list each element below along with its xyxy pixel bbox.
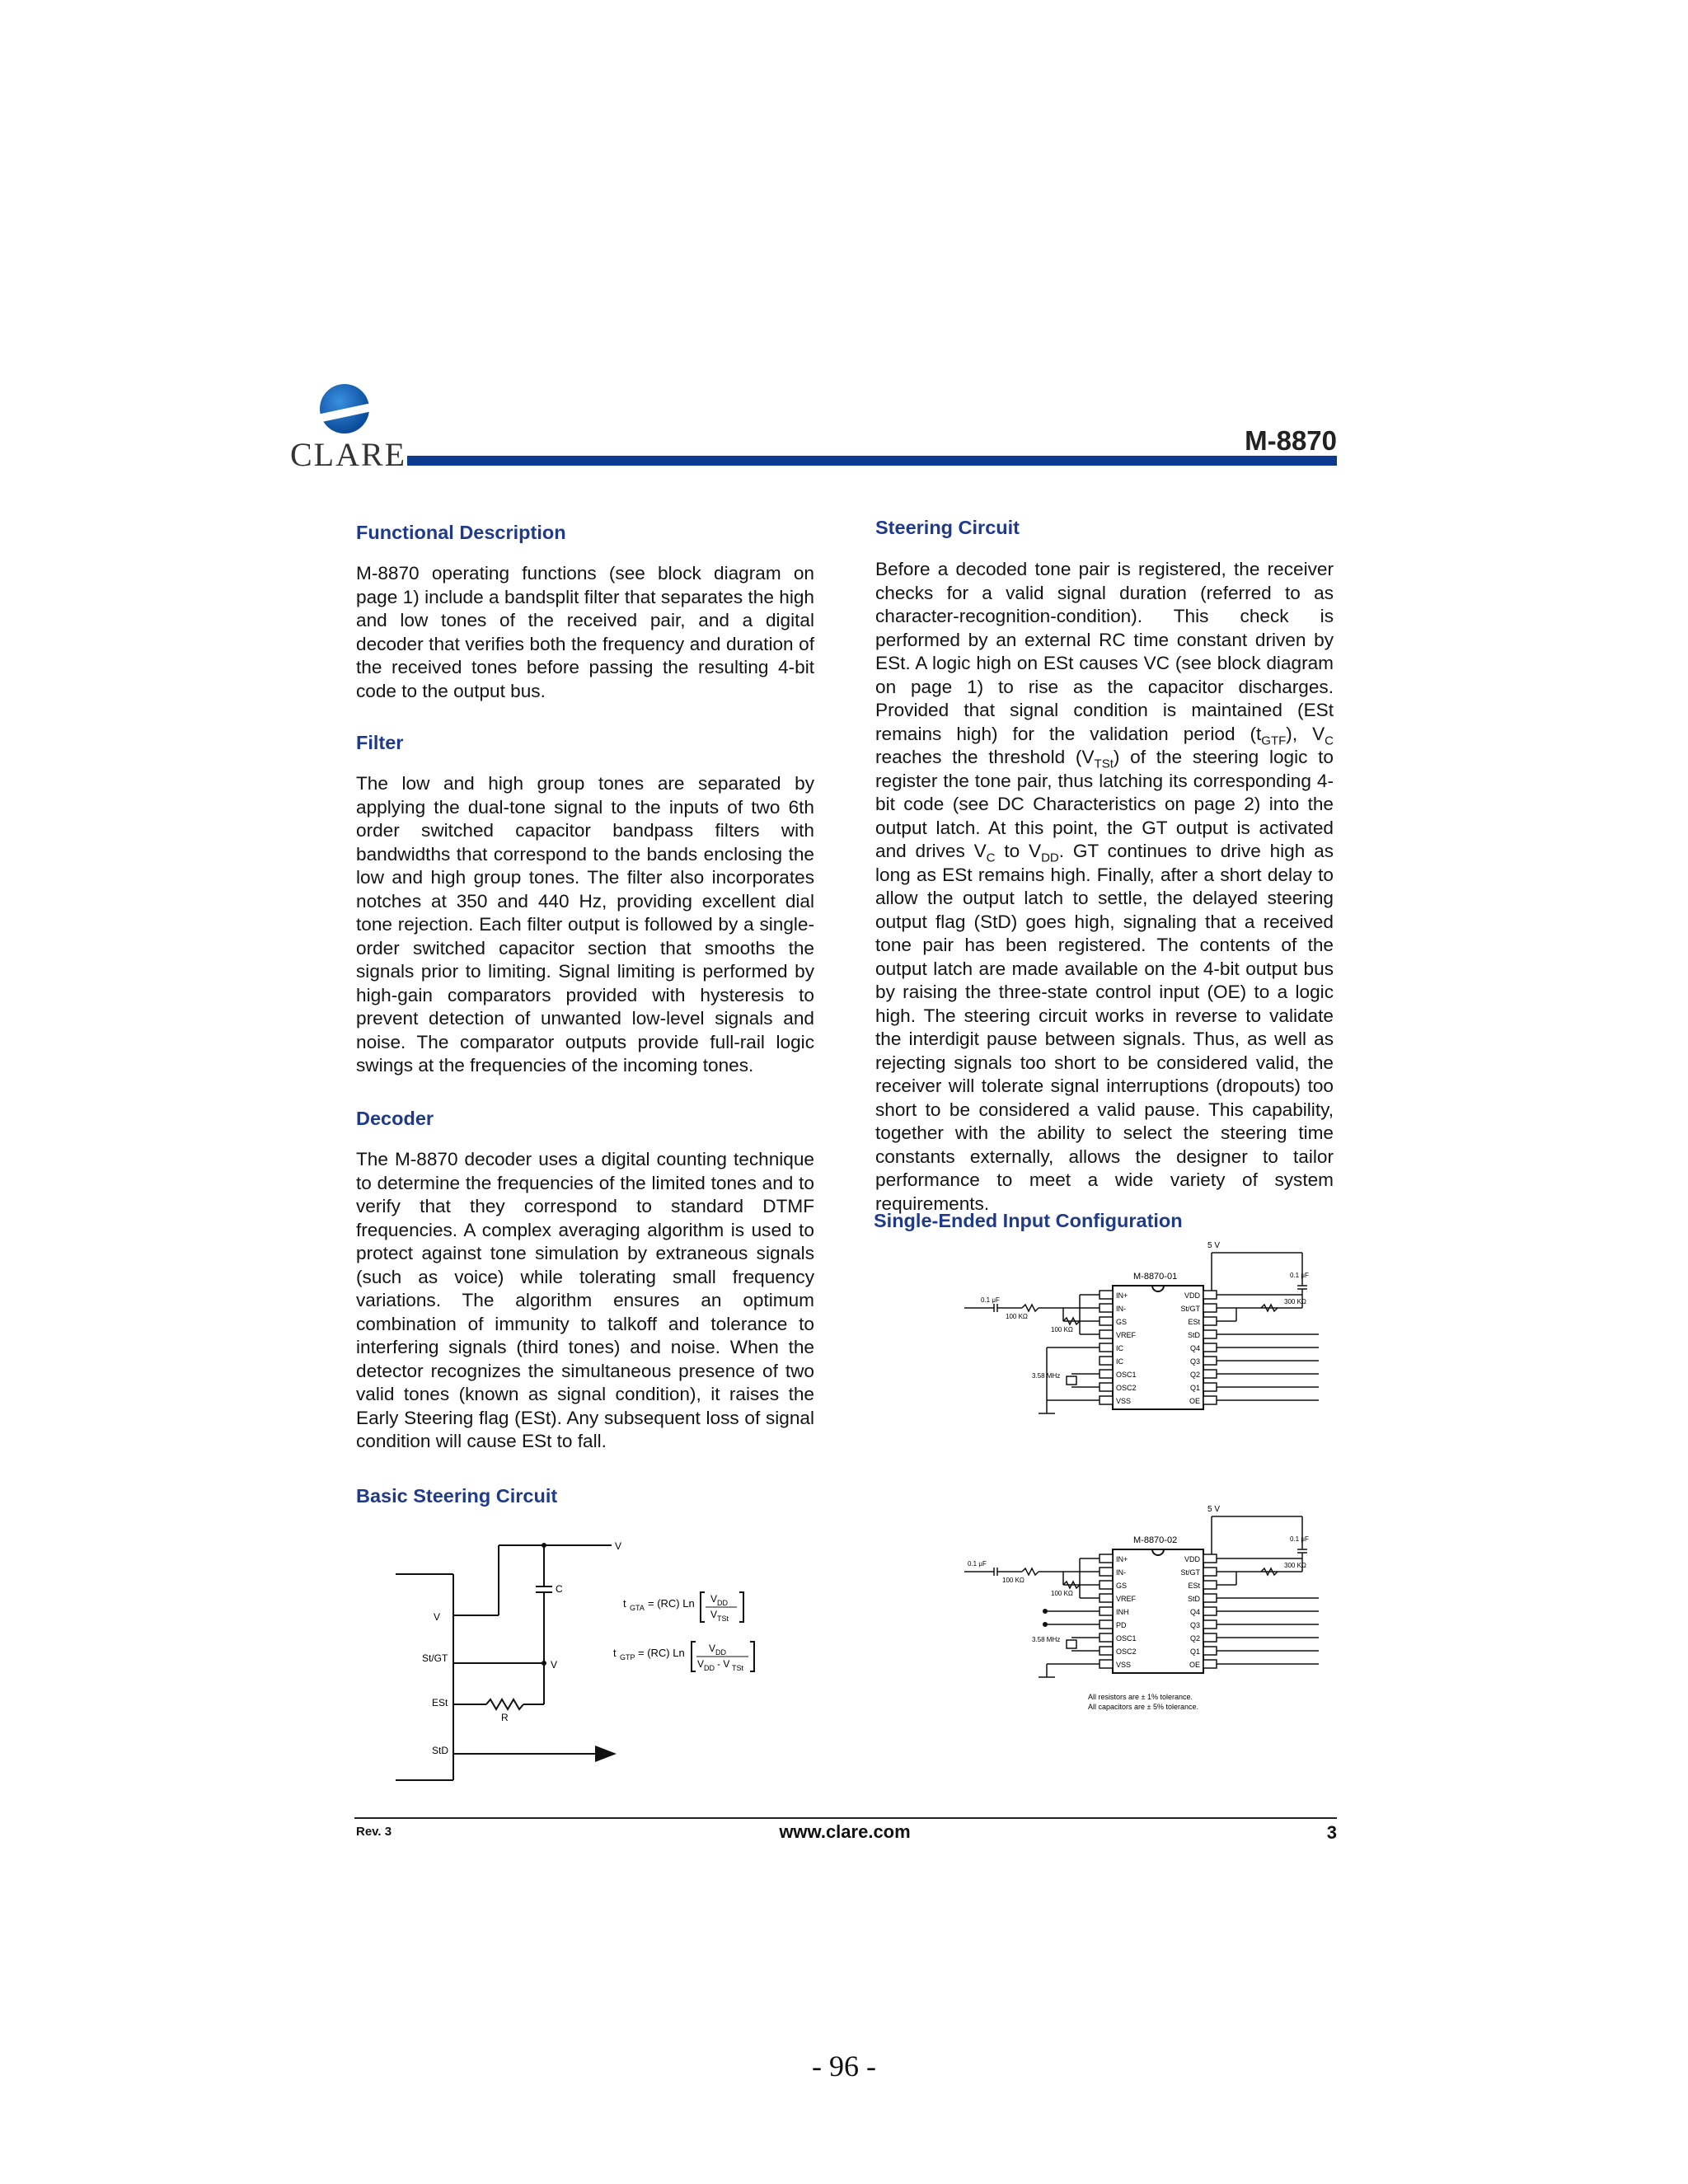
sub-c: C xyxy=(1325,733,1334,748)
eq1-num-sub: DD xyxy=(717,1599,728,1607)
eq1-lhs: t xyxy=(623,1597,626,1610)
eq1-rhs: = (RC) Ln xyxy=(648,1597,695,1610)
equation-tgta xyxy=(623,1592,743,1623)
note-resistors: All resistors are ± 1% tolerance. xyxy=(1088,1693,1193,1701)
svg-text:StD: StD xyxy=(1187,1595,1200,1603)
svg-text:0.1 μF: 0.1 μF xyxy=(968,1560,987,1568)
svg-text:ESt: ESt xyxy=(1188,1582,1200,1590)
svg-text:OSC1: OSC1 xyxy=(1116,1634,1137,1643)
svg-text:VSS: VSS xyxy=(1116,1661,1132,1669)
label-vc: V xyxy=(551,1659,558,1671)
svg-text:St/GT: St/GT xyxy=(1180,1305,1200,1313)
eq2-den-rest-sub: TSt xyxy=(732,1664,744,1672)
svg-text:GS: GS xyxy=(1116,1318,1128,1326)
sub-gtf: GTF xyxy=(1261,733,1287,748)
chip-m8870-01 xyxy=(964,1241,1319,1413)
svg-text:0.1 μF: 0.1 μF xyxy=(981,1296,1000,1304)
decoder-text: The M-8870 decoder uses a digital counting technique to determine the frequencies of the limited tones and to verify that they correspond to standard DTMF frequencies. A complex averaging algorithm is used to protect against tone simulation by extraneous signals (such as voice) while tolerating small frequency variations. The algorithm ensures an optimum combination of immunity to talkoff and tolerance to interfering signals (third tones) and noise. When the detector recognizes the simultaneous presence of two valid tones (known as signal condition), it raises the Early Steering flag (ESt). Any subsequent loss of signal condition will cause ESt to fall. xyxy=(356,1149,814,1451)
sub-c2: C xyxy=(986,851,996,865)
note-capacitors: All capacitors are ± 5% tolerance. xyxy=(1088,1703,1199,1711)
single-ended-input-diagram xyxy=(956,1236,1343,1805)
svg-text:3.58 MHz: 3.58 MHz xyxy=(1032,1636,1061,1643)
svg-text:100 KΩ: 100 KΩ xyxy=(1051,1590,1073,1597)
eq2-den-sub: DD xyxy=(704,1664,715,1672)
chip1-left-pins xyxy=(1100,1291,1113,1404)
label-std: StD xyxy=(432,1745,449,1756)
steering-text-1: Before a decoded tone pair is registered, the receiver checks for a valid signal duration (referred to as character-recognition-condition). This check is performed by an external RC time constant driven by ESt. A logic high on ESt causes VC (see block diagram on page 1) to rise as the capacitor discharges. Provided that signal condition is maintained (ESt remains high) for the validation period (t xyxy=(875,559,1334,744)
eq1-num: V xyxy=(710,1593,718,1605)
svg-text:PD: PD xyxy=(1116,1621,1127,1629)
part-number: M-8870 xyxy=(1245,425,1337,456)
logo-text: CLARE xyxy=(290,436,407,473)
svg-text:INH: INH xyxy=(1116,1608,1129,1616)
svg-text:100 KΩ: 100 KΩ xyxy=(1006,1313,1028,1320)
footer-url[interactable]: www.clare.com xyxy=(779,1821,911,1842)
svg-text:Q4: Q4 xyxy=(1189,1608,1200,1616)
svg-text:OSC2: OSC2 xyxy=(1116,1647,1137,1656)
svg-text:300 KΩ: 300 KΩ xyxy=(1284,1562,1306,1569)
sub-tst: TSt xyxy=(1094,757,1114,771)
chip2-left-pins xyxy=(1100,1554,1113,1668)
svg-text:ESt: ESt xyxy=(1188,1318,1200,1326)
svg-text:OSC2: OSC2 xyxy=(1116,1384,1137,1392)
label-stgt: St/GT xyxy=(422,1652,448,1664)
svg-text:VREF: VREF xyxy=(1116,1331,1137,1339)
chip1-name: M-8870-01 xyxy=(1133,1272,1178,1282)
steering-text-4: ) of the steering logic to register the tone pair, thus latching its corresponding 4-bit code (see DC Characteristics on page 2) into the output latch. At this point, the GT output is activated and drives V xyxy=(875,747,1334,861)
eq2-num-sub: DD xyxy=(715,1648,726,1657)
svg-text:OE: OE xyxy=(1189,1397,1200,1405)
header-rule xyxy=(407,456,1337,466)
svg-text:OE: OE xyxy=(1189,1661,1200,1669)
document-page-number: - 96 - xyxy=(812,2050,876,2083)
svg-text:VSS: VSS xyxy=(1116,1397,1132,1405)
heading-steering-circuit: Steering Circuit xyxy=(875,517,1020,538)
svg-text:100 KΩ: 100 KΩ xyxy=(1051,1326,1073,1333)
svg-text:Q2: Q2 xyxy=(1189,1634,1200,1643)
chip2-right-pins xyxy=(1203,1554,1217,1668)
svg-text:StD: StD xyxy=(1187,1331,1200,1339)
label-vdd-rail: V xyxy=(615,1540,622,1552)
chip-m8870-02 xyxy=(964,1505,1319,1711)
heading-functional-description: Functional Description xyxy=(356,522,566,543)
heading-single-ended-input: Single-Ended Input Configuration xyxy=(874,1210,1183,1231)
svg-text:GS: GS xyxy=(1116,1582,1128,1590)
label-c: C xyxy=(556,1583,563,1595)
svg-text:0.1 μF: 0.1 μF xyxy=(1290,1535,1309,1543)
svg-text:300 KΩ: 300 KΩ xyxy=(1284,1298,1306,1305)
chip2-supply: 5 V xyxy=(1207,1505,1221,1514)
footer-page-number: 3 xyxy=(1326,1822,1337,1843)
basic-steering-circuit-diagram xyxy=(379,1533,775,1788)
steering-circuit-text xyxy=(875,558,1334,1216)
svg-text:3.58 MHz: 3.58 MHz xyxy=(1032,1372,1061,1380)
heading-basic-steering-circuit: Basic Steering Circuit xyxy=(356,1485,558,1507)
std-output-arrow xyxy=(595,1746,617,1762)
svg-text:IN-: IN- xyxy=(1116,1568,1126,1577)
label-vdd: V xyxy=(434,1611,441,1623)
chip1-right-pins xyxy=(1203,1291,1217,1404)
svg-text:Q2: Q2 xyxy=(1189,1371,1200,1379)
eq1-den-sub: TSt xyxy=(717,1615,729,1623)
svg-text:IN+: IN+ xyxy=(1116,1291,1128,1300)
svg-text:IN-: IN- xyxy=(1116,1305,1126,1313)
svg-text:St/GT: St/GT xyxy=(1180,1568,1200,1577)
svg-text:OSC1: OSC1 xyxy=(1116,1371,1137,1379)
label-r: R xyxy=(501,1712,509,1723)
filter-text: The low and high group tones are separated by applying the dual-tone signal to the inputs of two 6th order switched capacitor bandpass filters with bandwidths that correspond to the bands enclosing the low and high group tones. The filter also incorporates notches at 350 and 440 Hz, providing excellent dial tone rejection. Each filter output is followed by a single-order switched capacitor section that smooths the signals prior to limiting. Signal limiting is performed by high-gain comparators provided with hysteresis to prevent detection of unwanted low-level signals and noise. The comparator outputs provide full-rail logic swings at the frequencies of the incoming tones. xyxy=(356,773,814,1076)
label-est: ESt xyxy=(432,1697,448,1708)
eq2-lhs: t xyxy=(613,1647,617,1659)
svg-text:Q1: Q1 xyxy=(1189,1647,1200,1656)
heading-decoder: Decoder xyxy=(356,1108,434,1129)
svg-text:Q3: Q3 xyxy=(1189,1357,1200,1366)
svg-text:Q3: Q3 xyxy=(1189,1621,1200,1629)
svg-text:VDD: VDD xyxy=(1184,1555,1200,1563)
svg-text:100 KΩ: 100 KΩ xyxy=(1002,1577,1025,1584)
eq2-num: V xyxy=(709,1643,716,1654)
eq1-den: V xyxy=(710,1609,718,1620)
equation-tgtp xyxy=(613,1642,754,1672)
chip2-name: M-8870-02 xyxy=(1133,1535,1178,1545)
svg-text:VDD: VDD xyxy=(1184,1291,1200,1300)
resistor-r xyxy=(486,1699,523,1709)
svg-text:IC: IC xyxy=(1116,1344,1123,1352)
svg-text:VREF: VREF xyxy=(1116,1595,1137,1603)
steering-text-6: . GT continues to drive high as long as ESt remains high. Finally, after a short delay to allow the output latch to settle, the delayed steering output flag (StD) goes high, signaling that a received tone pair has been registered. The contents of the output latch are made available on the 4-bit output bus by raising the three-state control input (OE) to a logic high. The steering circuit works in reverse to validate the interdigit pause between signals. Thus, as well as rejecting signals too short to be considered valid, the receiver will tolerate signal interruptions (dropouts) too short to be considered a valid pause. This capability, together with the ability to select the steering time constants externally, allows the designer to tailor performance to meet a wide variety of system requirements. xyxy=(875,841,1334,1214)
chip1-supply: 5 V xyxy=(1207,1241,1221,1250)
steering-text-5: to V xyxy=(995,841,1042,861)
svg-text:0.1 μF: 0.1 μF xyxy=(1290,1272,1309,1279)
eq2-den: V xyxy=(697,1658,705,1670)
svg-text:IC: IC xyxy=(1116,1357,1123,1366)
eq2-lhs-sub: GTP xyxy=(620,1653,635,1661)
eq2-rhs: = (RC) Ln xyxy=(638,1647,685,1659)
heading-filter: Filter xyxy=(356,732,404,753)
svg-text:Q4: Q4 xyxy=(1189,1344,1200,1352)
steering-text-2: ), V xyxy=(1286,723,1325,744)
footer-rule xyxy=(354,1817,1337,1819)
eq1-lhs-sub: GTA xyxy=(630,1604,645,1612)
steering-text-3: reaches the threshold (V xyxy=(875,747,1095,767)
sub-dd: DD xyxy=(1041,851,1059,865)
svg-text:Q1: Q1 xyxy=(1189,1384,1200,1392)
functional-description-text: M-8870 operating functions (see block diagram on page 1) include a bandsplit filter that separates the high and low tones of the received pair, and a digital decoder that verifies both the frequency and duration of the received tones before passing the resulting 4-bit code to the output bus. xyxy=(356,563,814,701)
eq2-den-rest: - V xyxy=(717,1658,730,1670)
svg-text:IN+: IN+ xyxy=(1116,1555,1128,1563)
footer-revision: Rev. 3 xyxy=(356,1825,392,1839)
